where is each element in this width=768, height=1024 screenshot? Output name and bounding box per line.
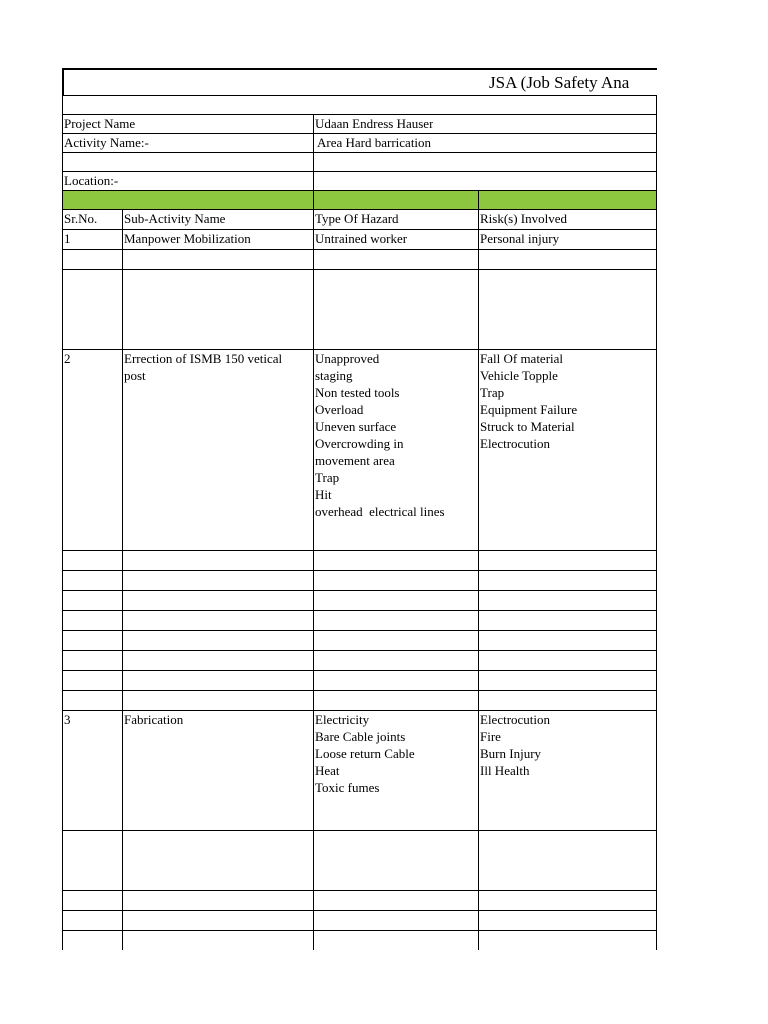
grid-line: [62, 670, 657, 671]
row-3-sub-activity: Fabrication: [124, 712, 184, 727]
row-1-sub-activity: Manpower Mobilization: [124, 231, 251, 246]
jsa-sheet: [62, 68, 657, 950]
grid-line: [62, 95, 657, 96]
hazard-item: Hit: [315, 487, 332, 502]
grid-line: [62, 171, 657, 172]
header-hazard: Type Of Hazard: [315, 211, 399, 226]
row-1-hazard: Untrained worker: [315, 231, 408, 246]
risk-item: Ill Health: [480, 763, 530, 778]
green-separator-row: [62, 191, 657, 209]
row-2-sub-activity-line: post: [124, 368, 146, 383]
grid-line: [656, 95, 657, 950]
grid-line: [62, 830, 657, 831]
hazard-item: Trap: [315, 470, 340, 485]
risk-item: Trap: [480, 385, 505, 400]
risk-item: Burn Injury: [480, 746, 542, 761]
row-2-risks: [480, 350, 577, 452]
hazard-item: Overload: [315, 402, 364, 417]
grid-line: [62, 930, 657, 931]
row-2-sub-activity: [124, 350, 282, 384]
row-2-sub-activity-line: Errection of ISMB 150 vetical: [124, 351, 283, 366]
hazard-item: Loose return Cable: [315, 746, 415, 761]
row-3-sr: 3: [64, 712, 71, 727]
hazard-item: overhead electrical lines: [315, 504, 445, 519]
risk-item: Fall Of material: [480, 351, 564, 366]
row-2-hazards: [315, 350, 445, 520]
grid-line: [62, 630, 657, 631]
hazard-item: Overcrowding in: [315, 436, 404, 451]
header-sr-no: Sr.No.: [64, 211, 98, 226]
sheet-title: JSA (Job Safety Ana: [489, 73, 630, 92]
hazard-item: movement area: [315, 453, 395, 468]
grid-line: [313, 114, 314, 191]
grid-line: [62, 890, 657, 891]
grid-line: [62, 690, 657, 691]
grid-line: [62, 550, 657, 551]
activity-name-value: Area Hard barrication: [317, 135, 432, 150]
grid-line: [62, 152, 657, 153]
row-1-risk: Personal injury: [480, 231, 560, 246]
grid-line: [62, 570, 657, 571]
risk-item: Equipment Failure: [480, 402, 578, 417]
row-3-hazards: [315, 711, 415, 796]
hazard-item: Toxic fumes: [315, 780, 380, 795]
grid-line: [62, 249, 657, 250]
risk-item: Vehicle Topple: [480, 368, 558, 383]
hazard-item: Non tested tools: [315, 385, 400, 400]
grid-line: [62, 269, 657, 270]
project-name-label: Project Name: [64, 116, 136, 131]
hazard-item: Heat: [315, 763, 340, 778]
header-sub-activity: Sub-Activity Name: [124, 211, 226, 226]
row-3-risks: [480, 711, 550, 779]
hazard-item: Electricity: [315, 712, 370, 727]
row-2-sr: 2: [64, 351, 71, 366]
hazard-item: Bare Cable joints: [315, 729, 406, 744]
grid-line: [62, 68, 63, 950]
activity-name-label: Activity Name:-: [64, 135, 149, 150]
grid-line: [478, 190, 479, 950]
grid-line: [313, 190, 314, 950]
hazard-item: Unapproved: [315, 351, 380, 366]
project-name-value: Udaan Endress Hauser: [315, 116, 434, 131]
risk-item: Electrocution: [480, 436, 551, 451]
grid-line: [62, 610, 657, 611]
row-1-sr: 1: [64, 231, 71, 246]
header-risk: Risk(s) Involved: [480, 211, 568, 226]
risk-item: Fire: [480, 729, 501, 744]
title-row: [62, 68, 657, 96]
location-label: Location:-: [64, 173, 119, 188]
grid-line: [62, 590, 657, 591]
risk-item: Struck to Material: [480, 419, 575, 434]
risk-item: Electrocution: [480, 712, 551, 727]
grid-line: [62, 650, 657, 651]
hazard-item: Uneven surface: [315, 419, 397, 434]
grid-line: [122, 209, 123, 950]
hazard-item: staging: [315, 368, 353, 383]
grid-line: [62, 910, 657, 911]
